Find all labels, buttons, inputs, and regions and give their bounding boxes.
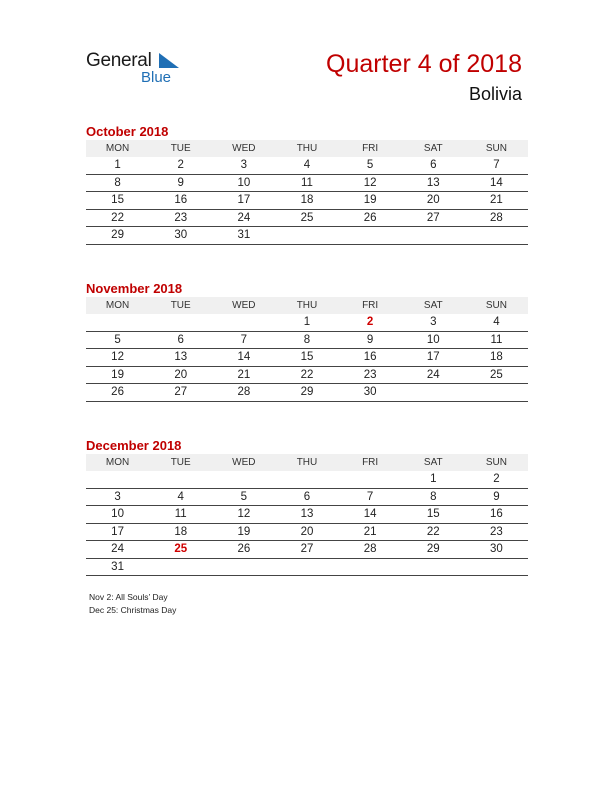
weekday-sun: SUN — [465, 454, 528, 471]
day-cell — [339, 471, 402, 488]
day-cell: 8 — [275, 331, 338, 349]
month-title: November 2018 — [86, 281, 183, 296]
day-cell — [402, 558, 465, 576]
day-cell: 14 — [465, 174, 528, 192]
day-cell: 29 — [86, 227, 149, 245]
day-cell — [465, 384, 528, 402]
day-cell: 27 — [275, 541, 338, 559]
week-row — [86, 209, 528, 227]
day-cell: 10 — [402, 331, 465, 349]
day-cell: 5 — [86, 331, 149, 349]
holiday-note: Dec 25: Christmas Day — [89, 604, 177, 615]
day-cell: 13 — [149, 349, 212, 367]
day-cell: 7 — [212, 331, 275, 349]
day-cell — [465, 227, 528, 245]
day-cell — [339, 558, 402, 576]
day-cell: 20 — [402, 192, 465, 210]
weekday-sun: SUN — [465, 297, 528, 314]
day-cell: 21 — [339, 523, 402, 541]
week-row — [86, 558, 528, 576]
day-cell: 19 — [339, 192, 402, 210]
day-cell: 25 — [275, 209, 338, 227]
weekday-wed: WED — [212, 140, 275, 157]
calendar-body — [86, 314, 528, 401]
day-cell: 13 — [402, 174, 465, 192]
calendar-grid — [86, 140, 528, 245]
weekday-sun: SUN — [465, 140, 528, 157]
weekday-thu: THU — [275, 140, 338, 157]
day-cell: 31 — [86, 558, 149, 576]
day-cell — [339, 227, 402, 245]
week-row — [86, 157, 528, 174]
day-cell: 18 — [465, 349, 528, 367]
week-row — [86, 488, 528, 506]
holiday-notes — [89, 591, 176, 616]
day-cell — [275, 558, 338, 576]
calendar-body — [86, 471, 528, 576]
day-cell: 6 — [402, 157, 465, 174]
day-cell: 2 — [465, 471, 528, 488]
day-cell: 12 — [339, 174, 402, 192]
weekday-sat: SAT — [402, 140, 465, 157]
day-cell: 18 — [275, 192, 338, 210]
day-cell: 23 — [465, 523, 528, 541]
weekday-wed: WED — [212, 454, 275, 471]
day-cell — [212, 558, 275, 576]
day-cell: 26 — [86, 384, 149, 402]
day-cell: 4 — [149, 488, 212, 506]
day-cell: 20 — [149, 366, 212, 384]
day-cell: 9 — [149, 174, 212, 192]
day-cell: 23 — [339, 366, 402, 384]
day-cell: 3 — [212, 157, 275, 174]
day-cell: 31 — [212, 227, 275, 245]
logo-general-text: General — [86, 50, 152, 71]
weekday-tue: TUE — [149, 297, 212, 314]
month-december — [86, 437, 528, 576]
weekday-mon: MON — [86, 140, 149, 157]
day-cell: 9 — [465, 488, 528, 506]
day-cell: 5 — [212, 488, 275, 506]
day-cell: 14 — [212, 349, 275, 367]
day-cell — [149, 314, 212, 331]
day-cell: 27 — [149, 384, 212, 402]
day-cell: 6 — [149, 331, 212, 349]
week-row — [86, 366, 528, 384]
week-row — [86, 192, 528, 210]
week-row — [86, 349, 528, 367]
day-cell: 16 — [149, 192, 212, 210]
day-cell: 10 — [212, 174, 275, 192]
day-cell: 20 — [275, 523, 338, 541]
day-cell — [402, 227, 465, 245]
day-cell: 25 — [149, 541, 212, 559]
week-row — [86, 523, 528, 541]
week-row — [86, 174, 528, 192]
day-cell: 29 — [402, 541, 465, 559]
calendar-grid — [86, 454, 528, 576]
day-cell: 2 — [149, 157, 212, 174]
day-cell — [275, 471, 338, 488]
day-cell: 16 — [339, 349, 402, 367]
weekday-thu: THU — [275, 297, 338, 314]
week-row — [86, 506, 528, 524]
day-cell: 24 — [86, 541, 149, 559]
calendar-body — [86, 157, 528, 244]
day-cell: 24 — [402, 366, 465, 384]
day-cell: 5 — [339, 157, 402, 174]
logo-triangle-icon — [159, 53, 179, 68]
day-cell: 29 — [275, 384, 338, 402]
holiday-note: Nov 2: All Souls’ Day — [89, 592, 168, 602]
day-cell: 14 — [339, 506, 402, 524]
day-cell: 30 — [149, 227, 212, 245]
day-cell: 12 — [86, 349, 149, 367]
generalblue-logo — [86, 50, 196, 90]
day-cell — [212, 314, 275, 331]
day-cell: 10 — [86, 506, 149, 524]
day-cell — [465, 558, 528, 576]
day-cell: 17 — [212, 192, 275, 210]
day-cell — [86, 471, 149, 488]
day-cell: 27 — [402, 209, 465, 227]
weekday-tue: TUE — [149, 140, 212, 157]
day-cell: 15 — [86, 192, 149, 210]
day-cell — [402, 384, 465, 402]
day-cell: 9 — [339, 331, 402, 349]
day-cell: 2 — [339, 314, 402, 331]
day-cell: 15 — [402, 506, 465, 524]
month-october — [86, 123, 528, 245]
weekday-mon: MON — [86, 454, 149, 471]
day-cell: 18 — [149, 523, 212, 541]
day-cell: 22 — [402, 523, 465, 541]
weekday-thu: THU — [275, 454, 338, 471]
weekday-wed: WED — [212, 297, 275, 314]
day-cell: 7 — [465, 157, 528, 174]
weekday-header-row — [86, 454, 528, 471]
day-cell: 3 — [86, 488, 149, 506]
day-cell — [275, 227, 338, 245]
day-cell: 17 — [402, 349, 465, 367]
weekday-tue: TUE — [149, 454, 212, 471]
day-cell: 28 — [212, 384, 275, 402]
week-row — [86, 331, 528, 349]
day-cell: 8 — [86, 174, 149, 192]
day-cell: 13 — [275, 506, 338, 524]
day-cell — [149, 558, 212, 576]
day-cell: 28 — [339, 541, 402, 559]
day-cell — [149, 471, 212, 488]
day-cell: 21 — [465, 192, 528, 210]
day-cell: 11 — [465, 331, 528, 349]
day-cell: 19 — [86, 366, 149, 384]
day-cell: 4 — [465, 314, 528, 331]
weekday-fri: FRI — [339, 454, 402, 471]
weekday-fri: FRI — [339, 140, 402, 157]
day-cell: 30 — [465, 541, 528, 559]
country-name: Bolivia — [468, 84, 522, 104]
weekday-mon: MON — [86, 297, 149, 314]
day-cell — [86, 314, 149, 331]
week-row — [86, 314, 528, 331]
day-cell: 19 — [212, 523, 275, 541]
day-cell: 23 — [149, 209, 212, 227]
day-cell: 1 — [402, 471, 465, 488]
month-november — [86, 280, 528, 402]
day-cell: 1 — [86, 157, 149, 174]
day-cell: 8 — [402, 488, 465, 506]
day-cell: 21 — [212, 366, 275, 384]
day-cell: 30 — [339, 384, 402, 402]
logo-blue-text: Blue — [141, 69, 172, 86]
calendar-grid — [86, 297, 528, 402]
weekday-sat: SAT — [402, 454, 465, 471]
day-cell — [212, 471, 275, 488]
day-cell: 25 — [465, 366, 528, 384]
week-row — [86, 471, 528, 488]
day-cell: 17 — [86, 523, 149, 541]
week-row — [86, 541, 528, 559]
week-row — [86, 384, 528, 402]
day-cell: 3 — [402, 314, 465, 331]
day-cell: 11 — [275, 174, 338, 192]
day-cell: 22 — [275, 366, 338, 384]
day-cell: 15 — [275, 349, 338, 367]
day-cell: 4 — [275, 157, 338, 174]
weekday-header-row — [86, 140, 528, 157]
weekday-sat: SAT — [402, 297, 465, 314]
day-cell: 7 — [339, 488, 402, 506]
day-cell: 11 — [149, 506, 212, 524]
day-cell: 22 — [86, 209, 149, 227]
month-title: December 2018 — [86, 438, 182, 453]
weekday-header-row — [86, 297, 528, 314]
day-cell: 16 — [465, 506, 528, 524]
day-cell: 28 — [465, 209, 528, 227]
quarter-title: Quarter 4 of 2018 — [326, 50, 522, 78]
day-cell: 1 — [275, 314, 338, 331]
weekday-fri: FRI — [339, 297, 402, 314]
day-cell: 6 — [275, 488, 338, 506]
day-cell: 26 — [339, 209, 402, 227]
day-cell: 26 — [212, 541, 275, 559]
month-title: October 2018 — [86, 124, 169, 139]
day-cell: 24 — [212, 209, 275, 227]
day-cell: 12 — [212, 506, 275, 524]
week-row — [86, 227, 528, 245]
